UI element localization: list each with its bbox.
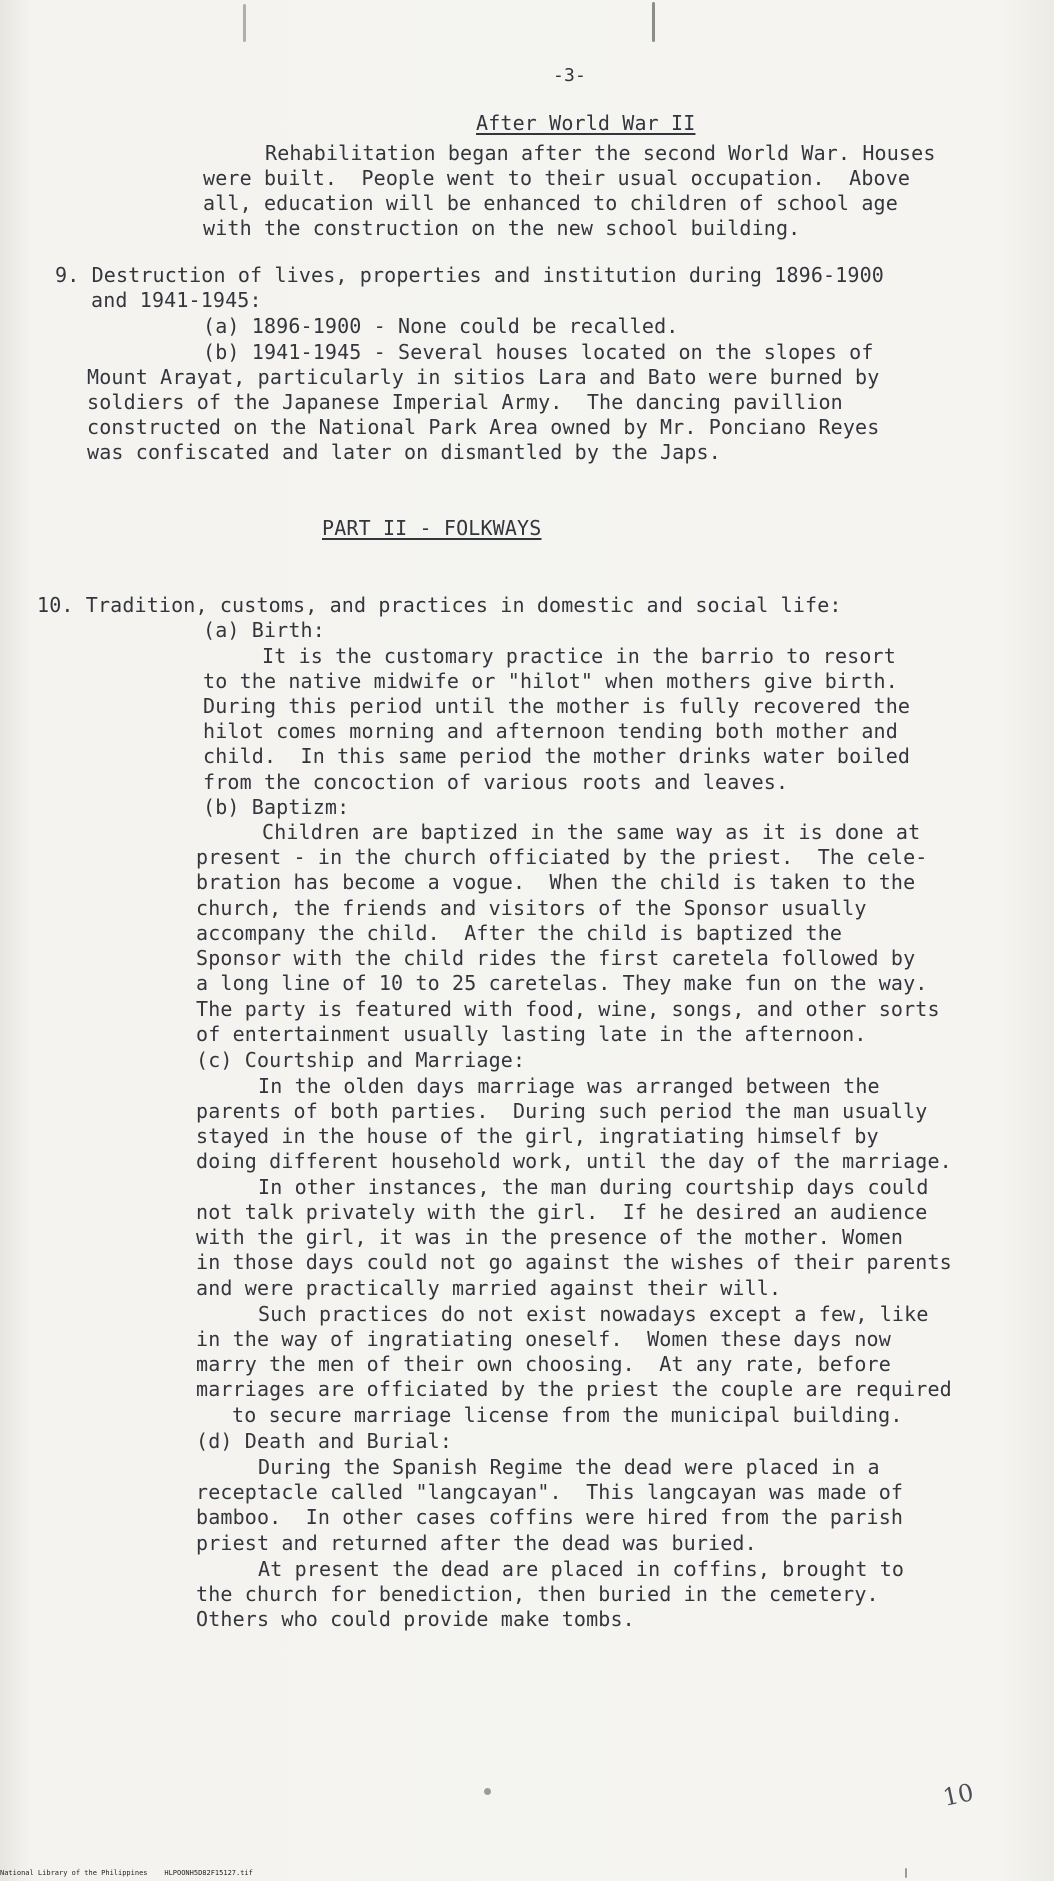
subheading-death: (d) Death and Burial: [196,1429,453,1453]
text-line: (a) 1896-1900 - None could be recalled. [203,314,679,338]
text-line: the church for benediction, then buried in the cemetery. [196,1582,879,1606]
text-line: During the Spanish Regime the dead were placed in a [258,1455,880,1479]
binding-mark [243,4,246,42]
subheading-baptism: (b) Baptizm: [203,795,350,819]
text-line: doing different household work, until the day of the marriage. [196,1149,952,1173]
text-line: from the concoction of various roots and leaves. [203,770,789,794]
text-line: stayed in the house of the girl, ingratiating himself by [196,1124,879,1148]
text-line: receptacle called "langcayan". This langcayan was made of [196,1480,904,1504]
section-heading-after-war: After World War II [476,111,696,135]
text-line: Mount Arayat, particularly in sitios Lara and Bato were burned by [87,365,880,389]
text-line: present - in the church officiated by the priest. The cele- [196,845,928,869]
text-line: all, education will be enhanced to children of school age [203,191,898,215]
text-line: During this period until the mother is fully recovered the [203,694,911,718]
text-line: with the construction on the new school building. [203,216,801,240]
text-line: It is the customary practice in the barrio to resort [262,644,896,668]
text-line: a long line of 10 to 25 caretelas. They make fun on the way. [196,971,928,995]
text-line: soldiers of the Japanese Imperial Army. The dancing pavillion [87,390,843,414]
text-line: Sponsor with the child rides the first caretela followed by [196,946,916,970]
text-line: In the olden days marriage was arranged between the [258,1074,880,1098]
text-line: was confiscated and later on dismantled by the Japs. [87,440,721,464]
text-line: The party is featured with food, wine, songs, and other sorts [196,997,940,1021]
text-line: to the native midwife or "hilot" when mothers give birth. [203,669,898,693]
text-line: accompany the child. After the child is baptized the [196,921,843,945]
text-line: in those days could not go against the wishes of their parents [196,1250,952,1274]
text-line: and were practically married against their will. [196,1276,782,1300]
scan-footer: National Library of the Philippines HLPOONH5D82F15127.tif [0,1869,253,1877]
text-line: and 1941-1945: [91,288,262,312]
text-line: Others who could provide make tombs. [196,1607,635,1631]
subheading-birth: (a) Birth: [203,618,325,642]
text-line: in the way of ingratiating oneself. Women these days now [196,1327,891,1351]
text-line: At present the dead are placed in coffins, brought to [258,1557,905,1581]
text-line: bration has become a vogue. When the child is taken to the [196,870,916,894]
text-line: church, the friends and visitors of the Sponsor usually [196,896,867,920]
scan-speck [484,1788,491,1795]
item-10-title: 10. Tradition, customs, and practices in domestic and social life: [37,593,842,617]
text-line: priest and returned after the dead was buried. [196,1531,757,1555]
text-line: of entertainment usually lasting late in the afternoon. [196,1022,867,1046]
text-line: constructed on the National Park Area owned by Mr. Ponciano Reyes [87,415,880,439]
binding-mark [652,2,655,42]
page-number: -3- [553,65,586,86]
text-line: Children are baptized in the same way as it is done at [262,820,921,844]
text-line: bamboo. In other cases coffins were hired from the parish [196,1505,904,1529]
text-line: were built. People went to their usual occupation. Above [203,166,911,190]
text-line: marriages are officiated by the priest the couple are required [196,1377,952,1401]
text-line: (b) 1941-1945 - Several houses located on the slopes of [203,340,874,364]
text-line: parents of both parties. During such period the man usually [196,1099,928,1123]
text-line: not talk privately with the girl. If he desired an audience [196,1200,928,1224]
text-line: marry the men of their own choosing. At any rate, before [196,1352,891,1376]
text-line: to secure marriage license from the municipal building. [232,1403,903,1427]
scan-speck [905,1868,907,1878]
text-line: Such practices do not exist nowadays except a few, like [258,1302,929,1326]
text-line: Rehabilitation began after the second World War. Houses [265,141,936,165]
item-9-title: 9. Destruction of lives, properties and institution during 1896-1900 [55,263,884,287]
text-line: with the girl, it was in the presence of the mother. Women [196,1225,904,1249]
text-line: In other instances, the man during courtship days could [258,1175,929,1199]
handwritten-page-number: 10 [940,1778,977,1812]
text-line: hilot comes morning and afternoon tending both mother and [203,719,898,743]
text-line: child. In this same period the mother drinks water boiled [203,744,911,768]
subheading-courtship: (c) Courtship and Marriage: [196,1048,526,1072]
part-heading: PART II - FOLKWAYS [322,516,542,540]
